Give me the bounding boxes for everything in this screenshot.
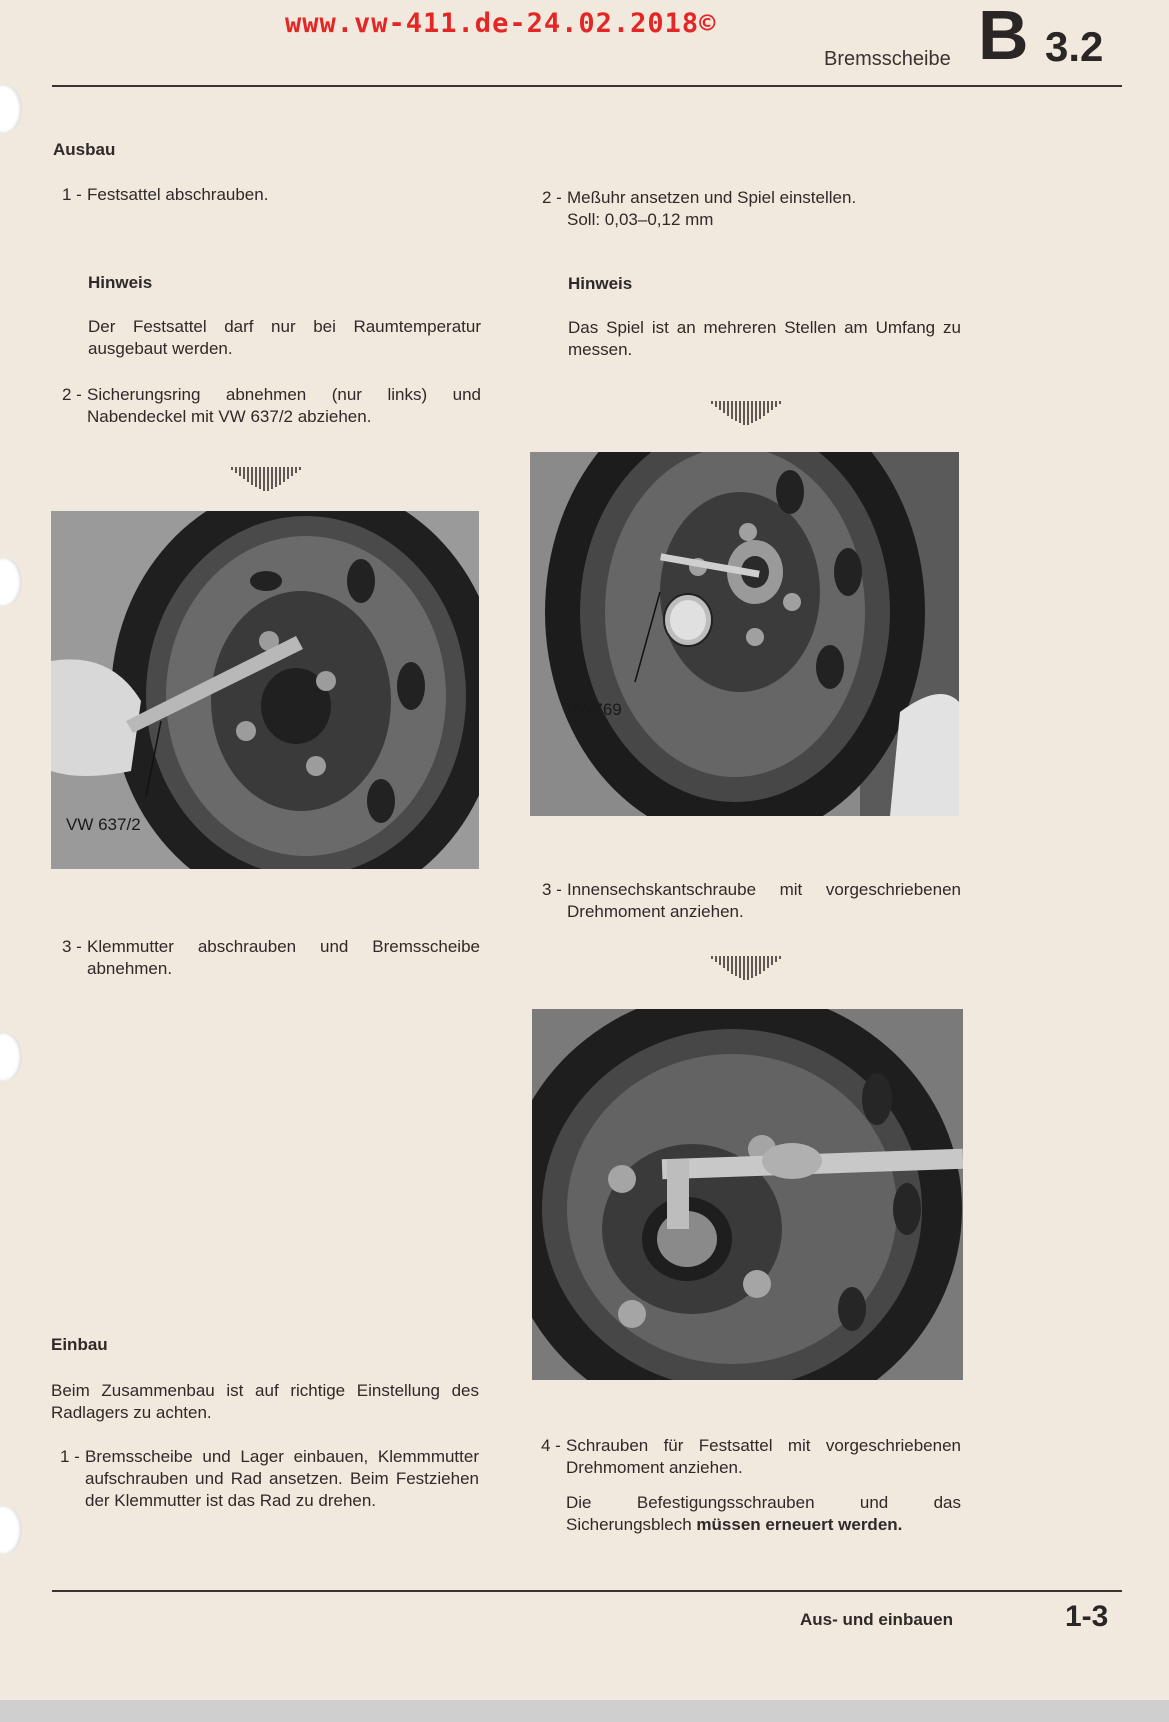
callout-label: VW 637/2 [66,815,141,834]
section-number: 3.2 [1045,23,1104,70]
ausbau-heading: Ausbau [53,140,116,159]
step-text-block [567,187,962,231]
photo-dial-gauge [530,452,959,816]
ausbau-step-2 [62,384,481,428]
note-emphasis: müssen erneuert werden. [696,1515,903,1534]
step-text-line: Meßuhr ansetzen und Spiel einstellen. [567,188,857,207]
down-arrow-icon [230,466,304,492]
measurement-spec: Soll: 0,03–0,12 mm [567,210,714,229]
ausbau-step-3 [62,936,480,980]
einbau-heading: Einbau [51,1335,108,1354]
step-number: 1 - [62,185,82,204]
step-number: 3 - [542,880,562,899]
section-letter: B [978,0,1029,74]
hinweis-heading: Hinweis [88,273,153,292]
binder-hole [0,558,22,606]
step-number: 3 - [62,937,82,956]
step-number: 4 - [541,1436,561,1455]
footer-rule [52,1590,1122,1592]
hinweis-text: Der Festsattel darf nur bei Raumtemperatur ausgebaut werden. [88,317,481,358]
step-text: Bremsscheibe und Lager einbauen, Klemmmutter aufschrauben und Rad ansetzen. Beim Festziehen der Klemmutter ist das Rad zu drehen. [85,1447,479,1510]
header-title: Bremsscheibe [824,48,951,70]
einbau-intro: Beim Zusammenbau ist auf richtige Einstellung des Radlagers zu achten. [51,1381,479,1422]
right-step-3 [542,879,961,923]
step-text: Schrauben für Festsattel mit vorgeschriebenen Drehmoment anziehen. [566,1436,961,1477]
down-arrow-icon [710,955,784,981]
right-step-4 [541,1435,961,1479]
footer-title: Aus- und einbauen [800,1610,953,1629]
step-text: Sicherungsring abnehmen (nur links) und Nabendeckel mit VW 637/2 abziehen. [87,385,481,426]
einbau-step-1 [60,1446,479,1534]
warning-note [566,1492,961,1536]
step-number: 2 - [542,188,562,207]
binder-hole [0,1033,22,1081]
hinweis-text: Das Spiel ist an mehreren Stellen am Umfang zu messen. [568,318,961,359]
note-text: Die Befestigungsschrauben und das Sicherungsblech [566,1493,961,1534]
hinweis-heading: Hinweis [568,274,633,293]
watermark: www.vw-411.de-24.02.2018© [285,8,717,39]
step-text: Festsattel abschrauben. [87,185,269,204]
callout-label: VW769 [566,700,622,719]
binder-hole [0,1506,22,1554]
header-rule [52,85,1122,87]
step-text: Innensechskantschraube mit vorgeschriebenen Drehmoment anziehen. [567,880,961,921]
step-number: 1 - [60,1447,80,1466]
scan-edge [0,1700,1169,1722]
page-number: 1-3 [1065,1600,1109,1633]
step-text: Klemmutter abschrauben und Bremsscheibe abnehmen. [87,937,480,978]
binder-hole [0,85,22,133]
right-step-2 [542,187,962,231]
photo-torque-wrench [532,1009,963,1380]
ausbau-step-1 [62,184,482,206]
step-number: 2 - [62,385,82,404]
down-arrow-icon [710,400,784,426]
